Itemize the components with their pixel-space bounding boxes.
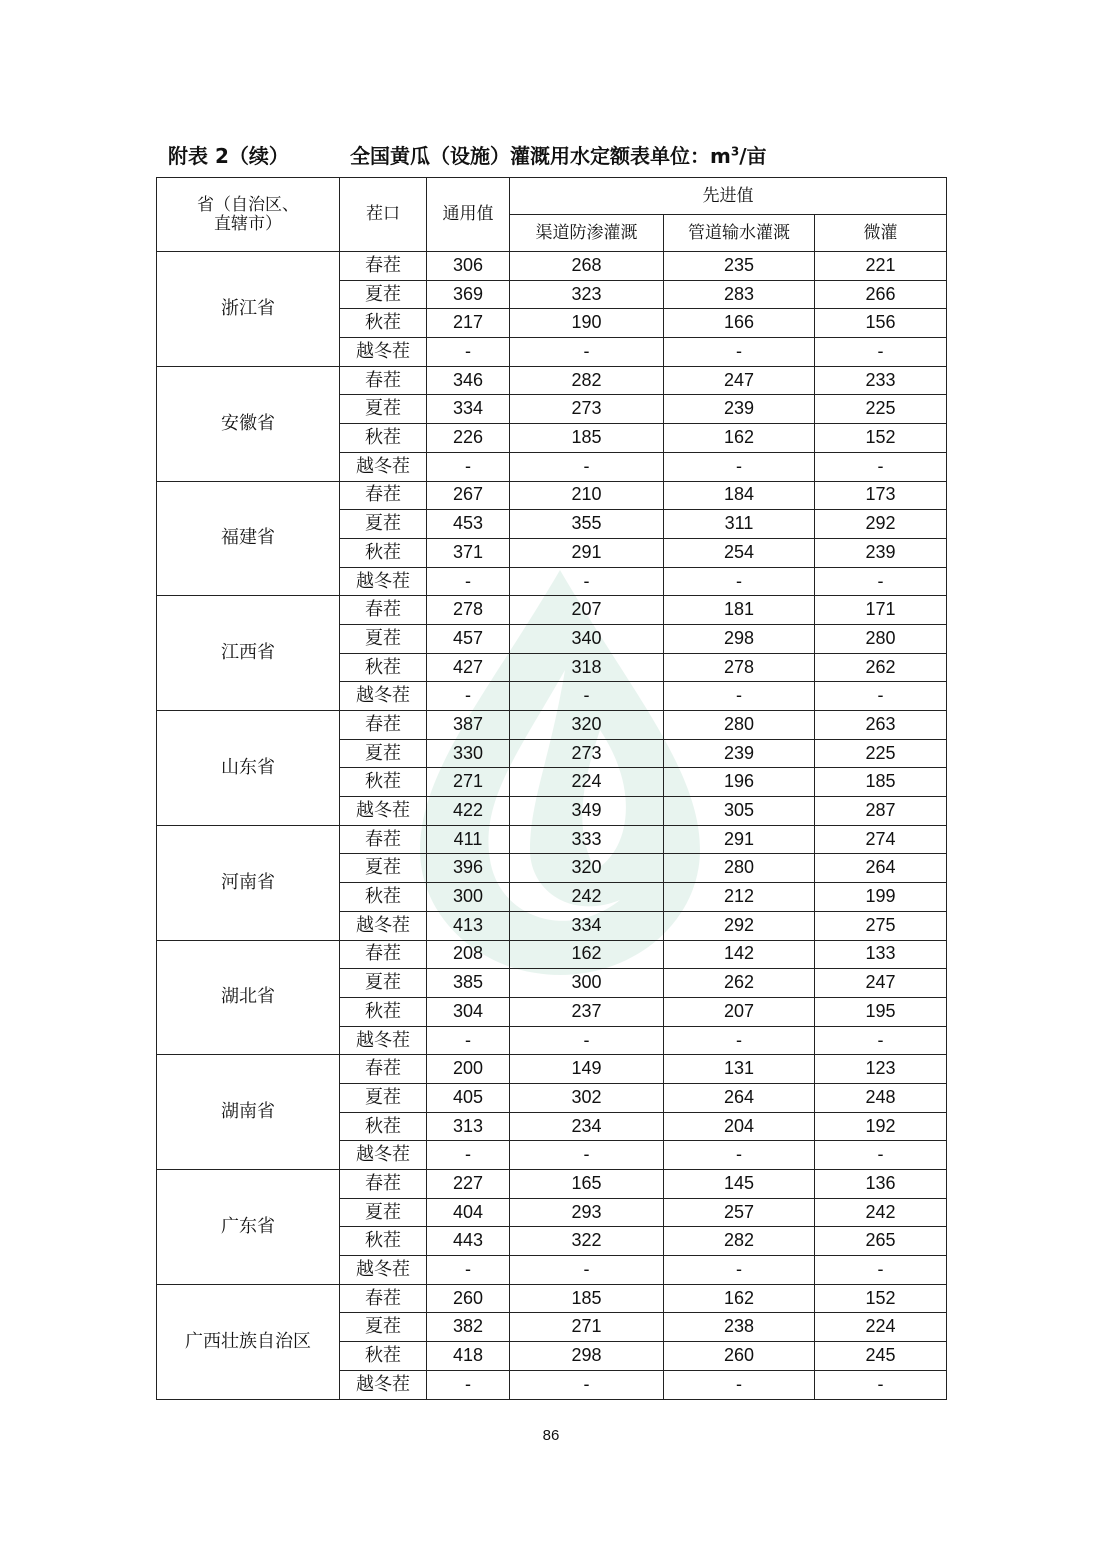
canal-value: 293 bbox=[510, 1198, 664, 1227]
caption-title bbox=[350, 140, 767, 169]
micro-value: 262 bbox=[815, 653, 947, 682]
micro-value: 224 bbox=[815, 1313, 947, 1342]
micro-value: - bbox=[815, 338, 947, 367]
general-value: 396 bbox=[427, 854, 510, 883]
micro-value: 263 bbox=[815, 711, 947, 740]
unit-superscript: 3 bbox=[730, 144, 740, 159]
pipe-value: 235 bbox=[664, 252, 815, 281]
canal-value: - bbox=[510, 338, 664, 367]
pipe-value: - bbox=[664, 1370, 815, 1399]
canal-value: 242 bbox=[510, 883, 664, 912]
micro-value: 247 bbox=[815, 969, 947, 998]
canal-value: 149 bbox=[510, 1055, 664, 1084]
canal-value: 185 bbox=[510, 1284, 664, 1313]
general-value: 413 bbox=[427, 911, 510, 940]
pipe-value: 131 bbox=[664, 1055, 815, 1084]
pipe-value: 239 bbox=[664, 395, 815, 424]
season-cell: 秋茬 bbox=[340, 653, 427, 682]
general-value: 208 bbox=[427, 940, 510, 969]
pipe-value: 162 bbox=[664, 1284, 815, 1313]
general-value: 300 bbox=[427, 883, 510, 912]
pipe-value: 292 bbox=[664, 911, 815, 940]
season-cell: 秋茬 bbox=[340, 538, 427, 567]
canal-value: 333 bbox=[510, 825, 664, 854]
micro-value: 292 bbox=[815, 510, 947, 539]
micro-value: - bbox=[815, 567, 947, 596]
province-name: 安徽省 bbox=[157, 366, 340, 481]
general-value: - bbox=[427, 1370, 510, 1399]
pipe-value: - bbox=[664, 567, 815, 596]
general-value: 306 bbox=[427, 252, 510, 281]
micro-value: 136 bbox=[815, 1170, 947, 1199]
season-cell: 秋茬 bbox=[340, 1227, 427, 1256]
season-cell: 夏茬 bbox=[340, 395, 427, 424]
table-caption bbox=[168, 140, 948, 170]
season-cell: 春茬 bbox=[340, 1055, 427, 1084]
micro-value: - bbox=[815, 1026, 947, 1055]
general-value: 418 bbox=[427, 1342, 510, 1371]
season-cell: 越冬茬 bbox=[340, 338, 427, 367]
table-row bbox=[157, 366, 947, 395]
micro-value: 264 bbox=[815, 854, 947, 883]
micro-value: 123 bbox=[815, 1055, 947, 1084]
general-value: 278 bbox=[427, 596, 510, 625]
table-row bbox=[157, 596, 947, 625]
general-value: 371 bbox=[427, 538, 510, 567]
pipe-value: 204 bbox=[664, 1112, 815, 1141]
micro-value: 133 bbox=[815, 940, 947, 969]
micro-value: 173 bbox=[815, 481, 947, 510]
canal-value: 320 bbox=[510, 854, 664, 883]
pipe-value: 254 bbox=[664, 538, 815, 567]
season-cell: 夏茬 bbox=[340, 510, 427, 539]
season-cell: 秋茬 bbox=[340, 424, 427, 453]
season-cell: 夏茬 bbox=[340, 854, 427, 883]
micro-value: 195 bbox=[815, 997, 947, 1026]
caption-unit bbox=[650, 144, 767, 168]
general-value: 382 bbox=[427, 1313, 510, 1342]
general-value: 387 bbox=[427, 711, 510, 740]
season-cell: 秋茬 bbox=[340, 309, 427, 338]
canal-value: 273 bbox=[510, 395, 664, 424]
province-name: 福建省 bbox=[157, 481, 340, 596]
season-cell: 越冬茬 bbox=[340, 1141, 427, 1170]
header-pipe: 管道输水灌溉 bbox=[664, 215, 815, 252]
season-cell: 越冬茬 bbox=[340, 1370, 427, 1399]
pipe-value: 280 bbox=[664, 711, 815, 740]
general-value: 422 bbox=[427, 797, 510, 826]
season-cell: 夏茬 bbox=[340, 969, 427, 998]
province-name: 河南省 bbox=[157, 825, 340, 940]
general-value: 313 bbox=[427, 1112, 510, 1141]
micro-value: 156 bbox=[815, 309, 947, 338]
caption-title-text: 全国黄瓜（设施）灌溉用水定额表 bbox=[350, 144, 650, 168]
season-cell: 秋茬 bbox=[340, 768, 427, 797]
canal-value: 349 bbox=[510, 797, 664, 826]
pipe-value: 278 bbox=[664, 653, 815, 682]
general-value: 330 bbox=[427, 739, 510, 768]
table-body bbox=[157, 252, 947, 1400]
general-value: 346 bbox=[427, 366, 510, 395]
province-name: 江西省 bbox=[157, 596, 340, 711]
unit-suffix: /亩 bbox=[739, 144, 767, 168]
header-micro: 微灌 bbox=[815, 215, 947, 252]
table-row bbox=[157, 711, 947, 740]
general-value: 427 bbox=[427, 653, 510, 682]
pipe-value: 298 bbox=[664, 624, 815, 653]
table-row bbox=[157, 1284, 947, 1313]
pipe-value: 207 bbox=[664, 997, 815, 1026]
micro-value: 280 bbox=[815, 624, 947, 653]
general-value: 304 bbox=[427, 997, 510, 1026]
micro-value: 171 bbox=[815, 596, 947, 625]
season-cell: 秋茬 bbox=[340, 997, 427, 1026]
canal-value: 190 bbox=[510, 309, 664, 338]
canal-value: 340 bbox=[510, 624, 664, 653]
season-cell: 越冬茬 bbox=[340, 1026, 427, 1055]
season-cell: 夏茬 bbox=[340, 624, 427, 653]
micro-value: 225 bbox=[815, 739, 947, 768]
season-cell: 夏茬 bbox=[340, 1198, 427, 1227]
canal-value: - bbox=[510, 1026, 664, 1055]
province-name: 湖北省 bbox=[157, 940, 340, 1055]
general-value: - bbox=[427, 567, 510, 596]
pipe-value: 212 bbox=[664, 883, 815, 912]
canal-value: 234 bbox=[510, 1112, 664, 1141]
canal-value: 302 bbox=[510, 1083, 664, 1112]
micro-value: 221 bbox=[815, 252, 947, 281]
pipe-value: 283 bbox=[664, 280, 815, 309]
pipe-value: 280 bbox=[664, 854, 815, 883]
pipe-value: 145 bbox=[664, 1170, 815, 1199]
pipe-value: - bbox=[664, 1026, 815, 1055]
season-cell: 越冬茬 bbox=[340, 682, 427, 711]
pipe-value: - bbox=[664, 338, 815, 367]
pipe-value: 262 bbox=[664, 969, 815, 998]
canal-value: 210 bbox=[510, 481, 664, 510]
general-value: - bbox=[427, 682, 510, 711]
pipe-value: 282 bbox=[664, 1227, 815, 1256]
pipe-value: 196 bbox=[664, 768, 815, 797]
season-cell: 越冬茬 bbox=[340, 911, 427, 940]
general-value: 453 bbox=[427, 510, 510, 539]
province-name: 广西壮族自治区 bbox=[157, 1284, 340, 1399]
pipe-value: 181 bbox=[664, 596, 815, 625]
canal-value: - bbox=[510, 567, 664, 596]
table-row bbox=[157, 481, 947, 510]
pipe-value: 247 bbox=[664, 366, 815, 395]
canal-value: 322 bbox=[510, 1227, 664, 1256]
pipe-value: - bbox=[664, 682, 815, 711]
general-value: 369 bbox=[427, 280, 510, 309]
general-value: 227 bbox=[427, 1170, 510, 1199]
pipe-value: - bbox=[664, 452, 815, 481]
canal-value: 162 bbox=[510, 940, 664, 969]
season-cell: 越冬茬 bbox=[340, 567, 427, 596]
table-row bbox=[157, 1055, 947, 1084]
canal-value: - bbox=[510, 1141, 664, 1170]
pipe-value: 184 bbox=[664, 481, 815, 510]
season-cell: 春茬 bbox=[340, 252, 427, 281]
pipe-value: 142 bbox=[664, 940, 815, 969]
pipe-value: 260 bbox=[664, 1342, 815, 1371]
general-value: 226 bbox=[427, 424, 510, 453]
micro-value: 152 bbox=[815, 1284, 947, 1313]
micro-value: 275 bbox=[815, 911, 947, 940]
general-value: - bbox=[427, 338, 510, 367]
general-value: 334 bbox=[427, 395, 510, 424]
season-cell: 夏茬 bbox=[340, 1083, 427, 1112]
unit-prefix: 单位：m bbox=[650, 144, 731, 168]
general-value: 200 bbox=[427, 1055, 510, 1084]
province-name: 湖南省 bbox=[157, 1055, 340, 1170]
header-general: 通用值 bbox=[427, 178, 510, 252]
canal-value: 320 bbox=[510, 711, 664, 740]
general-value: 260 bbox=[427, 1284, 510, 1313]
season-cell: 秋茬 bbox=[340, 883, 427, 912]
season-cell: 秋茬 bbox=[340, 1112, 427, 1141]
canal-value: - bbox=[510, 682, 664, 711]
table-row bbox=[157, 940, 947, 969]
micro-value: - bbox=[815, 1370, 947, 1399]
season-cell: 春茬 bbox=[340, 711, 427, 740]
canal-value: 271 bbox=[510, 1313, 664, 1342]
season-cell: 春茬 bbox=[340, 1170, 427, 1199]
season-cell: 越冬茬 bbox=[340, 452, 427, 481]
canal-value: 165 bbox=[510, 1170, 664, 1199]
canal-value: 300 bbox=[510, 969, 664, 998]
micro-value: 225 bbox=[815, 395, 947, 424]
canal-value: 334 bbox=[510, 911, 664, 940]
season-cell: 春茬 bbox=[340, 940, 427, 969]
micro-value: 192 bbox=[815, 1112, 947, 1141]
pipe-value: 264 bbox=[664, 1083, 815, 1112]
canal-value: 273 bbox=[510, 739, 664, 768]
canal-value: 207 bbox=[510, 596, 664, 625]
season-cell: 春茬 bbox=[340, 481, 427, 510]
micro-value: - bbox=[815, 1141, 947, 1170]
pipe-value: 239 bbox=[664, 739, 815, 768]
season-cell: 夏茬 bbox=[340, 739, 427, 768]
micro-value: - bbox=[815, 452, 947, 481]
canal-value: 355 bbox=[510, 510, 664, 539]
page-number: 86 bbox=[542, 1427, 560, 1444]
canal-value: 185 bbox=[510, 424, 664, 453]
general-value: 271 bbox=[427, 768, 510, 797]
table-row bbox=[157, 825, 947, 854]
pipe-value: - bbox=[664, 1256, 815, 1285]
micro-value: 199 bbox=[815, 883, 947, 912]
canal-value: 237 bbox=[510, 997, 664, 1026]
micro-value: 239 bbox=[815, 538, 947, 567]
header-province: 省（自治区、直辖市） bbox=[157, 178, 340, 252]
general-value: - bbox=[427, 1256, 510, 1285]
province-name: 浙江省 bbox=[157, 252, 340, 367]
general-value: - bbox=[427, 1026, 510, 1055]
water-quota-table bbox=[156, 177, 947, 1400]
general-value: 267 bbox=[427, 481, 510, 510]
micro-value: 274 bbox=[815, 825, 947, 854]
micro-value: 266 bbox=[815, 280, 947, 309]
general-value: 443 bbox=[427, 1227, 510, 1256]
season-cell: 春茬 bbox=[340, 1284, 427, 1313]
header-canal: 渠道防渗灌溉 bbox=[510, 215, 664, 252]
micro-value: - bbox=[815, 682, 947, 711]
canal-value: 282 bbox=[510, 366, 664, 395]
canal-value: - bbox=[510, 1256, 664, 1285]
micro-value: 152 bbox=[815, 424, 947, 453]
canal-value: - bbox=[510, 1370, 664, 1399]
pipe-value: 311 bbox=[664, 510, 815, 539]
season-cell: 春茬 bbox=[340, 825, 427, 854]
micro-value: 287 bbox=[815, 797, 947, 826]
table-row bbox=[157, 252, 947, 281]
season-cell: 夏茬 bbox=[340, 1313, 427, 1342]
canal-value: 268 bbox=[510, 252, 664, 281]
season-cell: 春茬 bbox=[340, 596, 427, 625]
general-value: 385 bbox=[427, 969, 510, 998]
micro-value: 245 bbox=[815, 1342, 947, 1371]
province-name: 山东省 bbox=[157, 711, 340, 826]
season-cell: 夏茬 bbox=[340, 280, 427, 309]
general-value: 405 bbox=[427, 1083, 510, 1112]
canal-value: 224 bbox=[510, 768, 664, 797]
micro-value: - bbox=[815, 1256, 947, 1285]
pipe-value: 257 bbox=[664, 1198, 815, 1227]
micro-value: 233 bbox=[815, 366, 947, 395]
pipe-value: 238 bbox=[664, 1313, 815, 1342]
micro-value: 185 bbox=[815, 768, 947, 797]
season-cell: 越冬茬 bbox=[340, 797, 427, 826]
caption-label: 附表 2（续） bbox=[168, 144, 289, 168]
micro-value: 248 bbox=[815, 1083, 947, 1112]
pipe-value: 291 bbox=[664, 825, 815, 854]
pipe-value: 305 bbox=[664, 797, 815, 826]
general-value: 411 bbox=[427, 825, 510, 854]
pipe-value: - bbox=[664, 1141, 815, 1170]
micro-value: 242 bbox=[815, 1198, 947, 1227]
general-value: 457 bbox=[427, 624, 510, 653]
header-season: 茬口 bbox=[340, 178, 427, 252]
table-row bbox=[157, 1170, 947, 1199]
canal-value: 318 bbox=[510, 653, 664, 682]
canal-value: 291 bbox=[510, 538, 664, 567]
season-cell: 越冬茬 bbox=[340, 1256, 427, 1285]
season-cell: 秋茬 bbox=[340, 1342, 427, 1371]
general-value: 217 bbox=[427, 309, 510, 338]
province-name: 广东省 bbox=[157, 1170, 340, 1285]
micro-value: 265 bbox=[815, 1227, 947, 1256]
header-advanced: 先进值 bbox=[510, 178, 947, 215]
pipe-value: 166 bbox=[664, 309, 815, 338]
canal-value: 298 bbox=[510, 1342, 664, 1371]
general-value: - bbox=[427, 452, 510, 481]
canal-value: 323 bbox=[510, 280, 664, 309]
season-cell: 春茬 bbox=[340, 366, 427, 395]
canal-value: - bbox=[510, 452, 664, 481]
pipe-value: 162 bbox=[664, 424, 815, 453]
general-value: 404 bbox=[427, 1198, 510, 1227]
general-value: - bbox=[427, 1141, 510, 1170]
